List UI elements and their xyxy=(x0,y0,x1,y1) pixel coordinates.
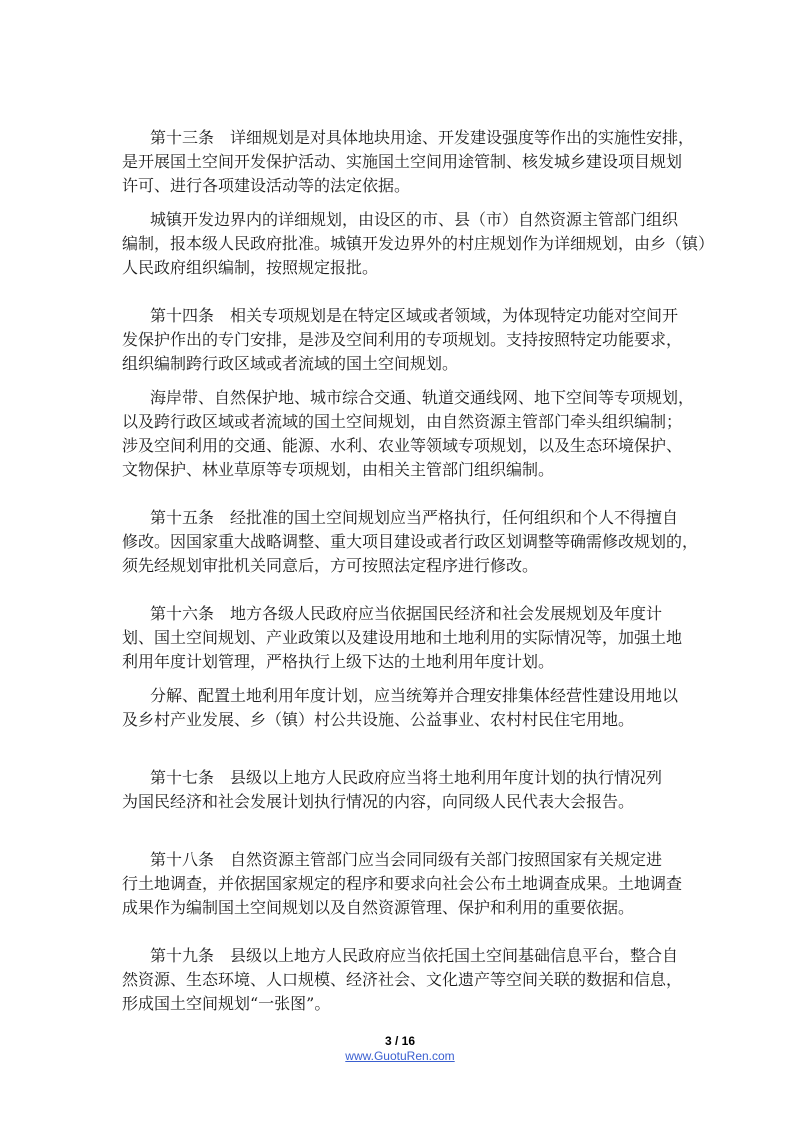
paragraph-line: 行土地调查，并依据国家规定的程序和要求向社会公布土地调查成果。土地调查 xyxy=(122,874,683,893)
paragraph-line: 文物保护、林业草原等专项规划，由相关主管部门组织编制。 xyxy=(122,460,555,479)
paragraph-line: 海岸带、自然保护地、城市综合交通、轨道交通线网、地下空间等专项规划， xyxy=(150,388,695,407)
paragraph-line: 组织编制跨行政区域或者流域的国土空间规划。 xyxy=(122,354,459,373)
paragraph-line: 然资源、生态环境、人口规模、经济社会、文化遗产等空间关联的数据和信息， xyxy=(122,970,683,989)
paragraph-line: 第十三条 详细规划是对具体地块用途、开发建设强度等作出的实施性安排， xyxy=(150,128,695,147)
paragraph-line: 第十八条 自然资源主管部门应当会同同级有关部门按照国家有关规定进 xyxy=(150,850,663,869)
paragraph-line: 为国民经济和社会发展计划执行情况的内容，向同级人民代表大会报告。 xyxy=(122,792,635,811)
paragraph-line: 成果作为编制国土空间规划以及自然资源管理、保护和利用的重要依据。 xyxy=(122,898,635,917)
paragraph-line: 划、国土空间规划、产业政策以及建设用地和土地利用的实际情况等，加强土地 xyxy=(122,628,683,647)
paragraph-line: 发保护作出的专门安排，是涉及空间利用的专项规划。支持按照特定功能要求， xyxy=(122,330,683,349)
paragraph-line: 第十六条 地方各级人民政府应当依据国民经济和社会发展规划及年度计 xyxy=(150,604,663,623)
paragraph-line: 利用年度计划管理，严格执行上级下达的土地利用年度计划。 xyxy=(122,652,555,671)
page-number: 3 / 16 xyxy=(384,1034,416,1048)
paragraph-line: 分解、配置土地利用年度计划，应当统筹并合理安排集体经营性建设用地以 xyxy=(150,686,679,705)
paragraph-line: 第十七条 县级以上地方人民政府应当将土地利用年度计划的执行情况列 xyxy=(150,768,663,787)
paragraph-line: 人民政府组织编制，按照规定报批。 xyxy=(122,258,379,277)
paragraph-line: 许可、进行各项建设活动等的法定依据。 xyxy=(122,176,411,195)
paragraph-line: 涉及空间利用的交通、能源、水利、农业等领域专项规划，以及生态环境保护、 xyxy=(122,436,683,455)
paragraph-line: 第十九条 县级以上地方人民政府应当依托国土空间基础信息平台，整合自 xyxy=(150,946,679,965)
paragraph-line: 是开展国土空间开发保护活动、实施国土空间用途管制、核发城乡建设项目规划 xyxy=(122,152,683,171)
paragraph-line: 须先经规划审批机关同意后，方可按照法定程序进行修改。 xyxy=(122,556,539,575)
website-link[interactable]: www.GuotuRen.com xyxy=(345,1049,455,1063)
paragraph-line: 形成国土空间规划“一张图”。 xyxy=(122,994,331,1013)
paragraph-line: 修改。因国家重大战略调整、重大项目建设或者行政区划调整等确需修改规划的， xyxy=(122,532,699,551)
paragraph-line: 及乡村产业发展、乡（镇）村公共设施、公益事业、农村村民住宅用地。 xyxy=(122,710,635,729)
paragraph-line: 城镇开发边界内的详细规划，由设区的市、县（市）自然资源主管部门组织 xyxy=(150,210,679,229)
paragraph-line: 第十五条 经批准的国土空间规划应当严格执行，任何组织和个人不得擅自 xyxy=(150,508,679,527)
paragraph-line: 以及跨行政区域或者流域的国土空间规划，由自然资源主管部门牵头组织编制； xyxy=(122,412,683,431)
paragraph-line: 编制，报本级人民政府批准。城镇开发边界外的村庄规划作为详细规划，由乡（镇） xyxy=(122,234,715,253)
paragraph-line: 第十四条 相关专项规划是在特定区域或者领域，为体现特定功能对空间开 xyxy=(150,306,679,325)
